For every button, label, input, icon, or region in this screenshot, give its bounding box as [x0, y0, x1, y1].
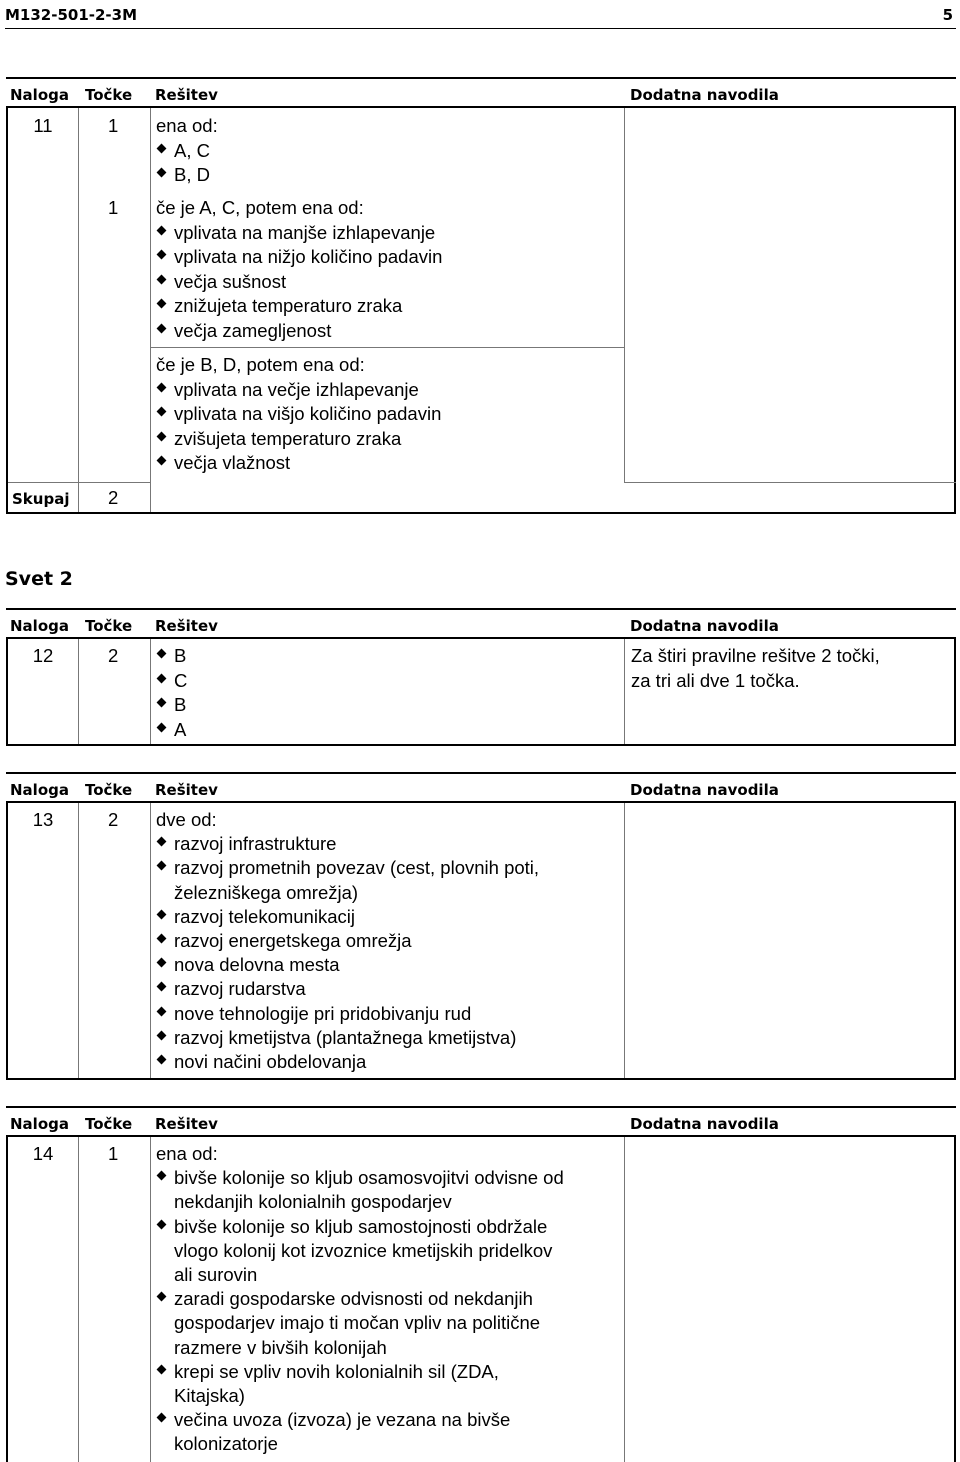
list-item: zvišujeta temperaturo zraka [156, 427, 626, 452]
list-item: B, D [156, 163, 626, 188]
list-item: vplivata na manjše izhlapevanje [156, 221, 626, 246]
table-header [6, 1106, 956, 1137]
col-naloga: Naloga [10, 781, 69, 799]
list-item: bivše kolonije so kljub samostojnosti obdržale vlogo kolonij kot izvoznice kmetijskih pridelkov ali surovin [156, 1215, 626, 1288]
bullet-icon [157, 274, 167, 284]
list-item: večja zamegljenost [156, 319, 626, 344]
bullet-icon [157, 982, 167, 992]
task-number: 12 [32, 645, 54, 666]
page-number: 5 [942, 6, 953, 24]
bullet-icon [157, 649, 167, 659]
task-number: 13 [32, 809, 54, 830]
bullet-icon [157, 431, 167, 441]
col-tocke: Točke [85, 781, 133, 799]
list-item: razvoj energetskega omrežja [156, 929, 626, 953]
total-points: 2 [108, 487, 119, 508]
list-item: znižujeta temperaturo zraka [156, 294, 626, 319]
bullet-icon [157, 722, 167, 732]
col-naloga: Naloga [10, 1115, 69, 1133]
list-item: razvoj rudarstva [156, 977, 626, 1001]
list-item: razvoj kmetijstva (plantažnega kmetijstva) [156, 1026, 626, 1050]
bullet-icon [157, 909, 167, 919]
solution-intro: če je B, D, potem ena od: [156, 354, 365, 375]
bullet-icon [157, 299, 167, 309]
list-item: B [156, 644, 626, 669]
bullet-icon [157, 407, 167, 417]
bullet-icon [157, 837, 167, 847]
col-dodatna: Dodatna navodila [630, 617, 779, 635]
bullet-icon [157, 250, 167, 260]
list-item: B [156, 693, 626, 718]
task-points: 2 [108, 809, 119, 830]
solution-intro: ena od: [156, 1143, 218, 1164]
col-tocke: Točke [85, 86, 133, 104]
bullet-icon [157, 861, 167, 871]
list-item: vplivata na večje izhlapevanje [156, 378, 626, 403]
document-code: M132-501-2-3M [5, 6, 138, 24]
table-header [6, 772, 956, 803]
section-title: Svet 2 [5, 568, 73, 590]
list-item: novi načini obdelovanja [156, 1050, 626, 1074]
col-dodatna: Dodatna navodila [630, 1115, 779, 1133]
solution-intro: če je A, C, potem ena od: [156, 197, 364, 218]
table-header [6, 77, 956, 108]
bullet-icon [157, 673, 167, 683]
bullet-icon [157, 698, 167, 708]
bullet-icon [157, 225, 167, 235]
list-item: večina uvoza (izvoza) je vezana na bivše kolonizatorje [156, 1408, 626, 1456]
solution-block [156, 114, 626, 188]
table-task-11 [6, 77, 956, 515]
table-task-13 [6, 772, 956, 1080]
col-resitev: Rešitev [155, 1115, 218, 1133]
list-item: vplivata na višjo količino padavin [156, 402, 626, 427]
task-points: 1 [108, 197, 119, 218]
col-naloga: Naloga [10, 617, 69, 635]
solution-block [156, 644, 626, 742]
table-body [6, 1137, 956, 1462]
bullet-icon [157, 1030, 167, 1040]
list-item: A, C [156, 139, 626, 164]
bullet-icon [157, 1413, 167, 1423]
col-naloga: Naloga [10, 86, 69, 104]
list-item: nove tehnologije pri pridobivanju rud [156, 1002, 626, 1026]
solution-block [156, 196, 626, 343]
col-resitev: Rešitev [155, 86, 218, 104]
col-dodatna: Dodatna navodila [630, 86, 779, 104]
col-tocke: Točke [85, 617, 133, 635]
table-body [6, 803, 956, 1080]
list-item: krepi se vpliv novih kolonialnih sil (ZDA, Kitajska) [156, 1360, 626, 1408]
list-item: vplivata na nižjo količino padavin [156, 245, 626, 270]
bullet-icon [157, 1006, 167, 1016]
task-points: 1 [108, 1143, 119, 1164]
list-item: nova delovna mesta [156, 953, 626, 977]
additional-note: Za štiri pravilne rešitve 2 točki, za tri ali dve 1 točka. [631, 645, 880, 691]
list-item: večja sušnost [156, 270, 626, 295]
list-item: razvoj telekomunikacij [156, 905, 626, 929]
col-dodatna: Dodatna navodila [630, 781, 779, 799]
col-resitev: Rešitev [155, 617, 218, 635]
list-item: razvoj infrastrukture [156, 832, 626, 856]
task-points: 2 [108, 645, 119, 666]
list-item: večja vlažnost [156, 451, 626, 476]
solution-block [156, 353, 626, 476]
bullet-icon [157, 168, 167, 178]
solution-intro: ena od: [156, 115, 218, 136]
list-item: zaradi gospodarske odvisnosti od nekdanjih gospodarjev imajo ti močan vpliv na politične razmere v bivših kolonijah [156, 1287, 626, 1360]
task-number: 11 [33, 115, 53, 136]
task-points: 1 [108, 115, 119, 136]
bullet-icon [157, 1171, 167, 1181]
bullet-icon [157, 1292, 167, 1302]
solution-intro: dve od: [156, 809, 217, 830]
bullet-icon [157, 934, 167, 944]
list-item: C [156, 669, 626, 694]
solution-block [156, 1142, 626, 1457]
col-tocke: Točke [85, 1115, 133, 1133]
bullet-icon [157, 323, 167, 333]
table-task-12 [6, 608, 956, 746]
table-task-14 [6, 1106, 956, 1462]
bullet-icon [157, 456, 167, 466]
list-item: A [156, 718, 626, 743]
table-body [6, 108, 956, 514]
list-item: razvoj prometnih povezav (cest, plovnih poti, železniškega omrežja) [156, 856, 626, 904]
col-resitev: Rešitev [155, 781, 218, 799]
bullet-icon [157, 382, 167, 392]
solution-block [156, 808, 626, 1074]
bullet-icon [157, 958, 167, 968]
page-header [5, 0, 956, 29]
task-number: 14 [32, 1143, 54, 1164]
bullet-icon [157, 143, 167, 153]
bullet-icon [157, 1364, 167, 1374]
table-header [6, 608, 956, 639]
list-item: bivše kolonije so kljub osamosvojitvi odvisne od nekdanjih kolonialnih gospodarjev [156, 1166, 626, 1214]
total-label: Skupaj [12, 490, 70, 508]
table-body [6, 639, 956, 746]
bullet-icon [157, 1219, 167, 1229]
bullet-icon [157, 1055, 167, 1065]
